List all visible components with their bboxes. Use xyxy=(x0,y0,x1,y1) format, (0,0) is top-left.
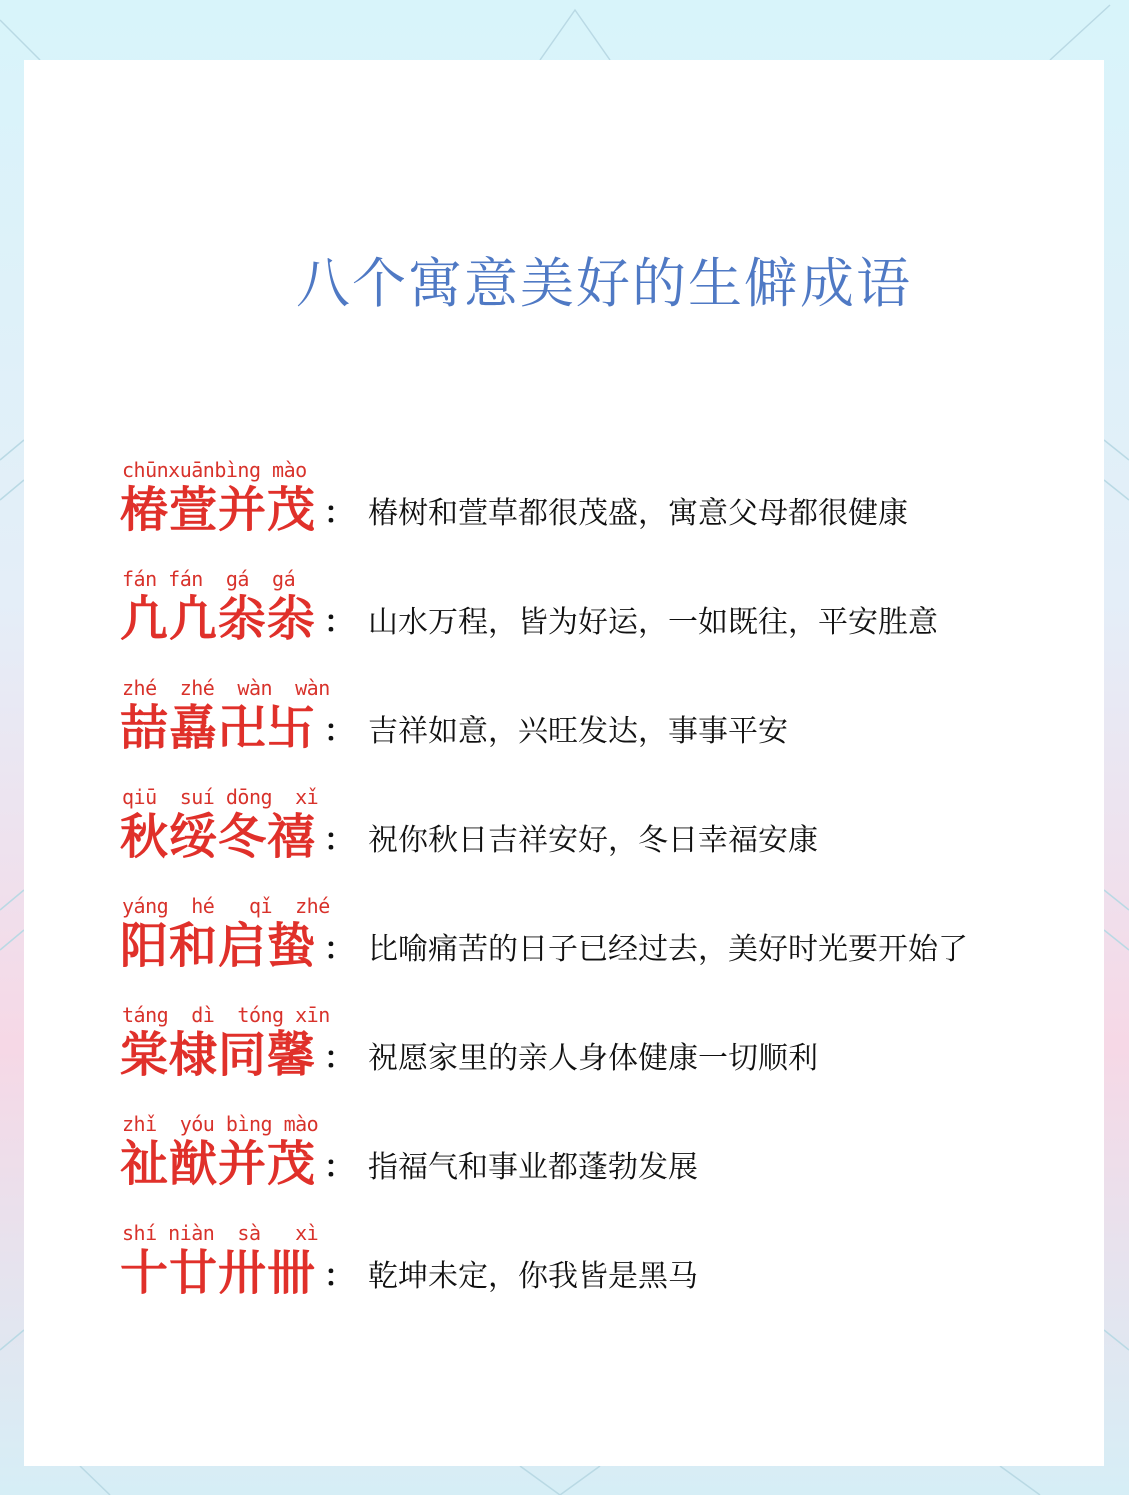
idiom-entry xyxy=(120,567,1080,676)
idiom-row xyxy=(120,918,968,974)
idiom-word: 阳和启蛰 xyxy=(120,918,317,974)
idiom-word: 喆嚞卍卐 xyxy=(120,700,317,756)
colon-separator: ： xyxy=(324,605,354,640)
idiom-pinyin: fán fán gá gá xyxy=(122,567,296,591)
colon-separator: ： xyxy=(324,1150,354,1185)
idiom-meaning: 比喻痛苦的日子已经过去，美好时光要开始了 xyxy=(368,932,968,967)
idiom-entry xyxy=(120,785,1080,894)
idiom-pinyin: táng dì tóng xīn xyxy=(122,1003,330,1027)
content-card xyxy=(24,60,1104,1466)
idiom-row xyxy=(120,1136,698,1192)
idiom-pinyin: chūnxuānbìng mào xyxy=(122,458,307,482)
colon-separator: ： xyxy=(324,1259,354,1294)
idiom-pinyin: zhé zhé wàn wàn xyxy=(122,676,330,700)
idiom-meaning: 指福气和事业都蓬勃发展 xyxy=(368,1150,698,1185)
idiom-row xyxy=(120,809,818,865)
colon-separator: ： xyxy=(324,1041,354,1076)
idiom-entry xyxy=(120,458,1080,567)
colon-separator: ： xyxy=(324,932,354,967)
idiom-word: 祉猷并茂 xyxy=(120,1136,317,1192)
idiom-meaning: 椿树和萱草都很茂盛，寓意父母都很健康 xyxy=(368,496,908,531)
idiom-word: 凣凣尜尜 xyxy=(120,591,317,647)
idiom-pinyin: yáng hé qǐ zhé xyxy=(122,894,330,918)
idiom-word: 秋绥冬禧 xyxy=(120,809,317,865)
idiom-meaning: 祝愿家里的亲人身体健康一切顺利 xyxy=(368,1041,818,1076)
idiom-pinyin: shí niàn sà xì xyxy=(122,1221,319,1245)
idiom-entry xyxy=(120,676,1080,785)
idiom-row xyxy=(120,482,908,538)
colon-separator: ： xyxy=(324,496,354,531)
idiom-pinyin: qiū suí dōng xǐ xyxy=(122,785,319,809)
idiom-meaning: 祝你秋日吉祥安好，冬日幸福安康 xyxy=(368,823,818,858)
idiom-word: 棠棣同馨 xyxy=(120,1027,317,1083)
colon-separator: ： xyxy=(324,714,354,749)
idiom-row xyxy=(120,591,938,647)
idiom-row xyxy=(120,1027,818,1083)
idiom-word: 十廿卅卌 xyxy=(120,1245,317,1301)
idiom-word: 椿萱并茂 xyxy=(120,482,317,538)
idiom-row xyxy=(120,700,788,756)
idiom-entry xyxy=(120,894,1080,1003)
idiom-row xyxy=(120,1245,698,1301)
idiom-meaning: 山水万程，皆为好运，一如既往，平安胜意 xyxy=(368,605,938,640)
idiom-pinyin: zhǐ yóu bìng mào xyxy=(122,1112,319,1136)
colon-separator: ： xyxy=(324,823,354,858)
idiom-entry xyxy=(120,1003,1080,1112)
idiom-meaning: 吉祥如意，兴旺发达，事事平安 xyxy=(368,714,788,749)
idiom-meaning: 乾坤未定，你我皆是黑马 xyxy=(368,1259,698,1294)
idiom-entry xyxy=(120,1221,1080,1330)
idiom-entry xyxy=(120,1112,1080,1221)
idiom-list xyxy=(120,458,1080,1330)
page-title: 八个寓意美好的生僻成语 xyxy=(296,252,912,315)
